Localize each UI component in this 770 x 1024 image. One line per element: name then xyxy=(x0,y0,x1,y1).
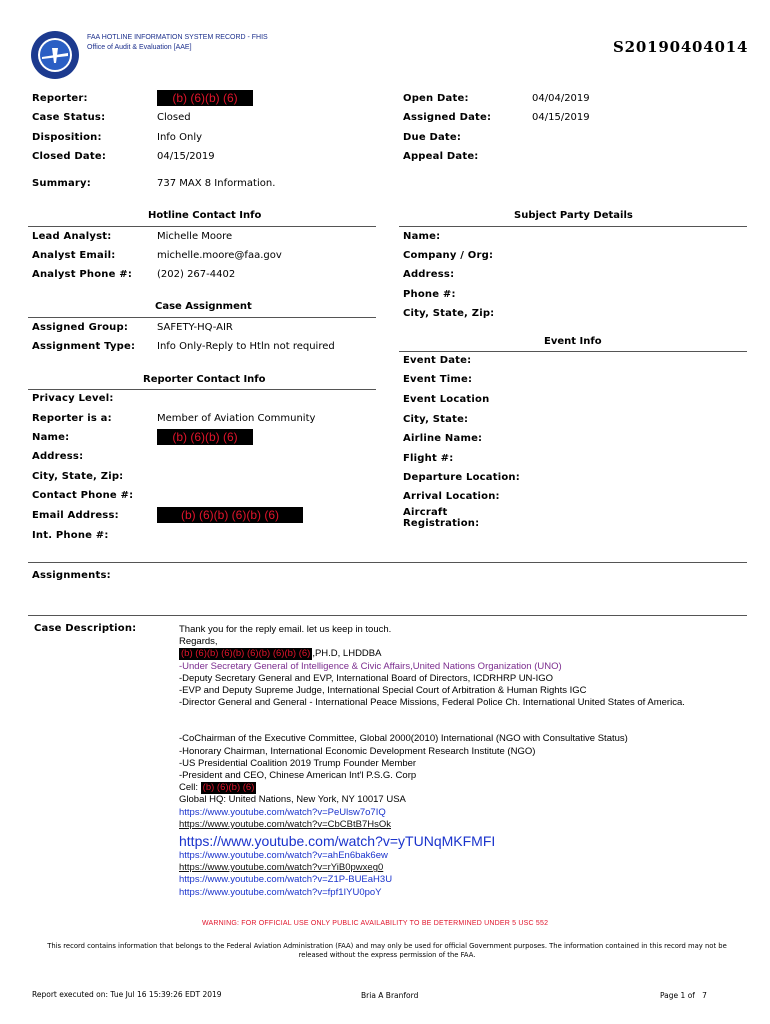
faa-seal-icon xyxy=(30,30,80,80)
lead-analyst-label: Lead Analyst: xyxy=(32,231,112,242)
case-description-text xyxy=(179,624,685,899)
reporter-is-value: Member of Aviation Community xyxy=(157,413,316,424)
closed-date-label: Closed Date: xyxy=(32,151,107,162)
reporter-name-label: Name: xyxy=(32,432,70,443)
event-info-title: Event Info xyxy=(544,336,602,347)
analyst-email-label: Analyst Email: xyxy=(32,250,116,261)
case-assignment-title: Case Assignment xyxy=(155,301,252,312)
lead-analyst-value: Michelle Moore xyxy=(157,231,233,242)
hotline-contact-title: Hotline Contact Info xyxy=(148,210,262,221)
desc-line: -Honorary Chairman, International Economic Development Research Institute (NGO) xyxy=(179,745,536,757)
hotline-contact-divider xyxy=(28,226,376,227)
reporter-contact-divider xyxy=(28,389,376,390)
subject-company-label: Company / Org: xyxy=(403,250,494,261)
subject-party-title: Subject Party Details xyxy=(514,210,633,221)
reporter-city-label: City, State, Zip: xyxy=(32,471,124,482)
desc-line: Regards, xyxy=(179,636,218,648)
reporter-is-label: Reporter is a: xyxy=(32,413,112,424)
case-description-label: Case Description: xyxy=(34,623,137,634)
summary-label: Summary: xyxy=(32,178,91,189)
case-assignment-divider xyxy=(28,317,376,318)
desc-line: -Deputy Secretary General and EVP, International Board of Directors, ICDRHRP UN-IGO xyxy=(179,672,553,684)
analyst-email-value: michelle.moore@faa.gov xyxy=(157,250,282,261)
flight-number-label: Flight #: xyxy=(403,453,454,464)
assigned-date-label: Assigned Date: xyxy=(403,112,492,123)
reporter-contact-title: Reporter Contact Info xyxy=(143,374,266,385)
desc-line: Global HQ: United Nations, New York, NY 10017 USA xyxy=(179,794,406,806)
desc-line: -US Presidential Coalition 2019 Trump Founder Member xyxy=(179,757,417,769)
credentials: ,PH.D, LHDDBA xyxy=(312,648,382,660)
due-date-label: Due Date: xyxy=(403,132,462,143)
event-info-divider xyxy=(399,351,747,352)
analyst-phone-label: Analyst Phone #: xyxy=(32,269,133,280)
cell-label: Cell: xyxy=(179,782,201,794)
assigned-date-value: 04/15/2019 xyxy=(532,112,590,123)
reporter-redacted: (b) (6)(b) (6) xyxy=(157,90,253,106)
desc-line: -President and CEO, Chinese American Int'l P.S.G. Corp xyxy=(179,770,417,782)
appeal-date-label: Appeal Date: xyxy=(403,151,479,162)
case-status-value: Closed xyxy=(157,112,191,123)
desc-cell-line xyxy=(179,782,685,794)
event-location-label: Event Location xyxy=(403,394,490,405)
assignment-type-value: Info Only-Reply to Htln not required xyxy=(157,341,335,352)
youtube-link[interactable]: https://www.youtube.com/watch?v=rYiB0pwxeg0 xyxy=(179,862,384,874)
cell-redacted: (b) (6)(b) (6) xyxy=(202,782,255,794)
case-number: S20190404014 xyxy=(613,38,749,56)
desc-signature-line xyxy=(179,648,685,660)
assignments-divider-bottom xyxy=(28,615,747,616)
desc-line: -CoChairman of the Executive Committee, Global 2000(2010) International (NGO with Consultative Status) xyxy=(179,733,628,745)
subject-party-divider xyxy=(399,226,747,227)
event-city-state-label: City, State: xyxy=(403,414,469,425)
departure-location-label: Departure Location: xyxy=(403,472,520,483)
summary-value: 737 MAX 8 Information. xyxy=(157,178,276,189)
disclaimer: This record contains information that belongs to the Federal Aviation Administration (FAA) and may only be used for official Government purposes. The information contained in this record may not be released without the express permission of the FAA. xyxy=(47,942,727,959)
assignment-type-label: Assignment Type: xyxy=(32,341,136,352)
open-date-value: 04/04/2019 xyxy=(532,93,590,104)
youtube-link[interactable]: https://www.youtube.com/watch?v=yTUNqMKFMFI xyxy=(179,833,496,850)
disposition-label: Disposition: xyxy=(32,132,102,143)
disposition-value: Info Only xyxy=(157,132,203,143)
signature-redacted: (b) (6)(b) (6)(b) (6)(b) (6)(b) (6) xyxy=(181,648,311,660)
youtube-link[interactable]: https://www.youtube.com/watch?v=Z1P-BUEaH3U xyxy=(179,874,393,886)
desc-line: -Director General and General - International Peace Missions, Federal Police Ch. International United States of America. xyxy=(179,697,685,709)
youtube-link[interactable]: https://www.youtube.com/watch?v=PeUlsw7o7IQ xyxy=(179,806,386,818)
analyst-phone-value: (202) 267-4402 xyxy=(157,269,236,280)
subject-phone-label: Phone #: xyxy=(403,289,456,300)
youtube-link[interactable]: https://www.youtube.com/watch?v=fpf1IYU0poY xyxy=(179,886,382,898)
subject-name-label: Name: xyxy=(403,231,441,242)
email-address-label: Email Address: xyxy=(32,510,119,521)
email-address-redacted: (b) (6)(b) (6)(b) (6) xyxy=(157,507,303,523)
contact-phone-label: Contact Phone #: xyxy=(32,490,134,501)
case-status-label: Case Status: xyxy=(32,112,106,123)
desc-line: -EVP and Deputy Supreme Judge, International Special Court of Arbitration & Human Rights IGC xyxy=(179,685,587,696)
subject-city-label: City, State, Zip: xyxy=(403,308,495,319)
youtube-link[interactable]: https://www.youtube.com/watch?v=CbCBtB7HsOk xyxy=(179,818,391,830)
reporter-label: Reporter: xyxy=(32,93,88,104)
header-office: Office of Audit & Evaluation [AAE] xyxy=(87,44,192,51)
open-date-label: Open Date: xyxy=(403,93,469,104)
assignments-label: Assignments: xyxy=(32,570,111,581)
report-user: Bria A Branford xyxy=(361,991,419,1000)
fouo-warning: WARNING: FOR OFFICIAL USE ONLY PUBLIC AVAILABILITY TO BE DETERMINED UNDER 5 USC 552 xyxy=(202,920,549,927)
desc-line: Thank you for the reply email. let us keep in touch. xyxy=(179,624,392,635)
youtube-link[interactable]: https://www.youtube.com/watch?v=ahEn6bak6ew xyxy=(179,850,388,862)
assigned-group-value: SAFETY-HQ-AIR xyxy=(157,322,233,333)
desc-line: -Under Secretary General of Intelligence & Civic Affairs,United Nations Organization (UNO) xyxy=(179,660,562,672)
page-number: Page 1 of 7 xyxy=(660,991,707,1000)
event-time-label: Event Time: xyxy=(403,374,473,385)
event-date-label: Event Date: xyxy=(403,355,472,366)
assigned-group-label: Assigned Group: xyxy=(32,322,129,333)
assignments-divider-top xyxy=(28,562,747,563)
reporter-name-redacted: (b) (6)(b) (6) xyxy=(157,429,253,445)
arrival-location-label: Arrival Location: xyxy=(403,491,500,502)
header-system-title: FAA HOTLINE INFORMATION SYSTEM RECORD - FHIS xyxy=(87,34,268,41)
int-phone-label: Int. Phone #: xyxy=(32,530,109,541)
reporter-address-label: Address: xyxy=(32,451,84,462)
subject-address-label: Address: xyxy=(403,269,455,280)
privacy-level-label: Privacy Level: xyxy=(32,393,114,404)
closed-date-value: 04/15/2019 xyxy=(157,151,215,162)
report-executed: Report executed on: Tue Jul 16 15:39:26 EDT 2019 xyxy=(32,990,222,999)
aircraft-registration-label: Aircraft Registration: xyxy=(403,507,480,529)
airline-name-label: Airline Name: xyxy=(403,433,483,444)
